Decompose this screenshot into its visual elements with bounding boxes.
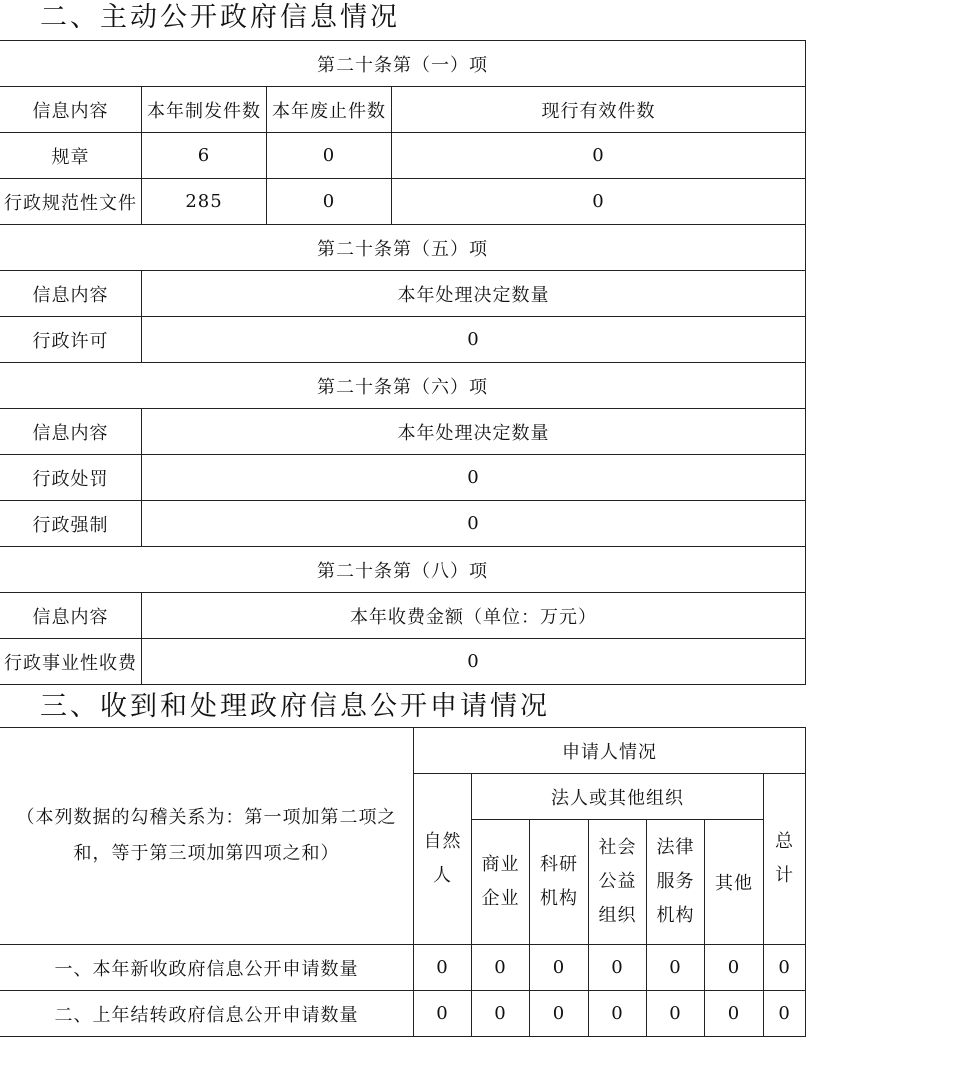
natural-person-count: 0 bbox=[414, 945, 472, 991]
legal-service-org-header: 法律 服务 机构 bbox=[647, 820, 705, 945]
section2-title: 二、主动公开政府信息情况 bbox=[40, 2, 400, 33]
total-header: 总 计 bbox=[764, 774, 806, 945]
col-fee-amount: 本年收费金额（单位：万元） bbox=[142, 593, 806, 639]
art20-6-header: 第二十条第（六）项 bbox=[0, 363, 806, 409]
section3-title: 三、收到和处理政府信息公开申请情况 bbox=[40, 691, 550, 722]
table-row bbox=[0, 317, 806, 363]
col-decision-count: 本年处理决定数量 bbox=[142, 409, 806, 455]
total-count: 0 bbox=[764, 945, 806, 991]
row-label: 一、本年新收政府信息公开申请数量 bbox=[0, 945, 414, 991]
row-label: 行政处罚 bbox=[0, 455, 142, 501]
commercial-enterprise-header: 商业 企业 bbox=[472, 820, 530, 945]
other-count: 0 bbox=[705, 945, 764, 991]
art20-5-header: 第二十条第（五）项 bbox=[0, 225, 806, 271]
art20-8-header: 第二十条第（八）项 bbox=[0, 547, 806, 593]
decision-count: 0 bbox=[142, 317, 806, 363]
commercial-count: 0 bbox=[472, 991, 530, 1037]
issued-count: 285 bbox=[142, 179, 267, 225]
row-label: 行政许可 bbox=[0, 317, 142, 363]
issued-count: 6 bbox=[142, 133, 267, 179]
natural-person-header: 自然 人 bbox=[414, 774, 472, 945]
commercial-count: 0 bbox=[472, 945, 530, 991]
row-label: 二、上年结转政府信息公开申请数量 bbox=[0, 991, 414, 1037]
fee-amount: 0 bbox=[142, 639, 806, 685]
decision-count: 0 bbox=[142, 455, 806, 501]
abolished-count: 0 bbox=[267, 179, 392, 225]
table-row bbox=[0, 455, 806, 501]
social-welfare-count: 0 bbox=[589, 945, 647, 991]
note-line-1: （本列数据的勾稽关系为：第一项加第二项之 bbox=[16, 807, 397, 828]
other-count: 0 bbox=[705, 991, 764, 1037]
application-table bbox=[0, 727, 806, 1037]
table-row bbox=[0, 945, 806, 991]
research-count: 0 bbox=[530, 991, 589, 1037]
legal-or-other-header: 法人或其他组织 bbox=[472, 774, 764, 820]
abolished-count: 0 bbox=[267, 133, 392, 179]
col-valid: 现行有效件数 bbox=[392, 87, 806, 133]
table-row bbox=[0, 639, 806, 685]
table-row bbox=[0, 133, 806, 179]
col-decision-count: 本年处理决定数量 bbox=[142, 271, 806, 317]
note-line-2: 和，等于第三项加第四项之和） bbox=[73, 843, 340, 864]
other-header: 其他 bbox=[705, 820, 764, 945]
applicant-header: 申请人情况 bbox=[414, 728, 806, 774]
table-row bbox=[0, 179, 806, 225]
proactive-disclosure-table bbox=[0, 40, 806, 685]
natural-person-count: 0 bbox=[414, 991, 472, 1037]
col-info-content: 信息内容 bbox=[0, 271, 142, 317]
table-row bbox=[0, 501, 806, 547]
col-issued: 本年制发件数 bbox=[142, 87, 267, 133]
legal-service-count: 0 bbox=[647, 945, 705, 991]
row-label: 行政规范性文件 bbox=[0, 179, 142, 225]
valid-count: 0 bbox=[392, 133, 806, 179]
col-info-content: 信息内容 bbox=[0, 409, 142, 455]
research-institution-header: 科研 机构 bbox=[530, 820, 589, 945]
legal-service-count: 0 bbox=[647, 991, 705, 1037]
col-info-content: 信息内容 bbox=[0, 87, 142, 133]
valid-count: 0 bbox=[392, 179, 806, 225]
relation-note bbox=[0, 728, 414, 945]
art20-1-header: 第二十条第（一）项 bbox=[0, 41, 806, 87]
row-label: 规章 bbox=[0, 133, 142, 179]
col-info-content: 信息内容 bbox=[0, 593, 142, 639]
col-abolished: 本年废止件数 bbox=[267, 87, 392, 133]
table-row bbox=[0, 991, 806, 1037]
decision-count: 0 bbox=[142, 501, 806, 547]
total-count: 0 bbox=[764, 991, 806, 1037]
social-welfare-count: 0 bbox=[589, 991, 647, 1037]
social-welfare-org-header: 社会 公益 组织 bbox=[589, 820, 647, 945]
row-label: 行政强制 bbox=[0, 501, 142, 547]
research-count: 0 bbox=[530, 945, 589, 991]
row-label: 行政事业性收费 bbox=[0, 639, 142, 685]
